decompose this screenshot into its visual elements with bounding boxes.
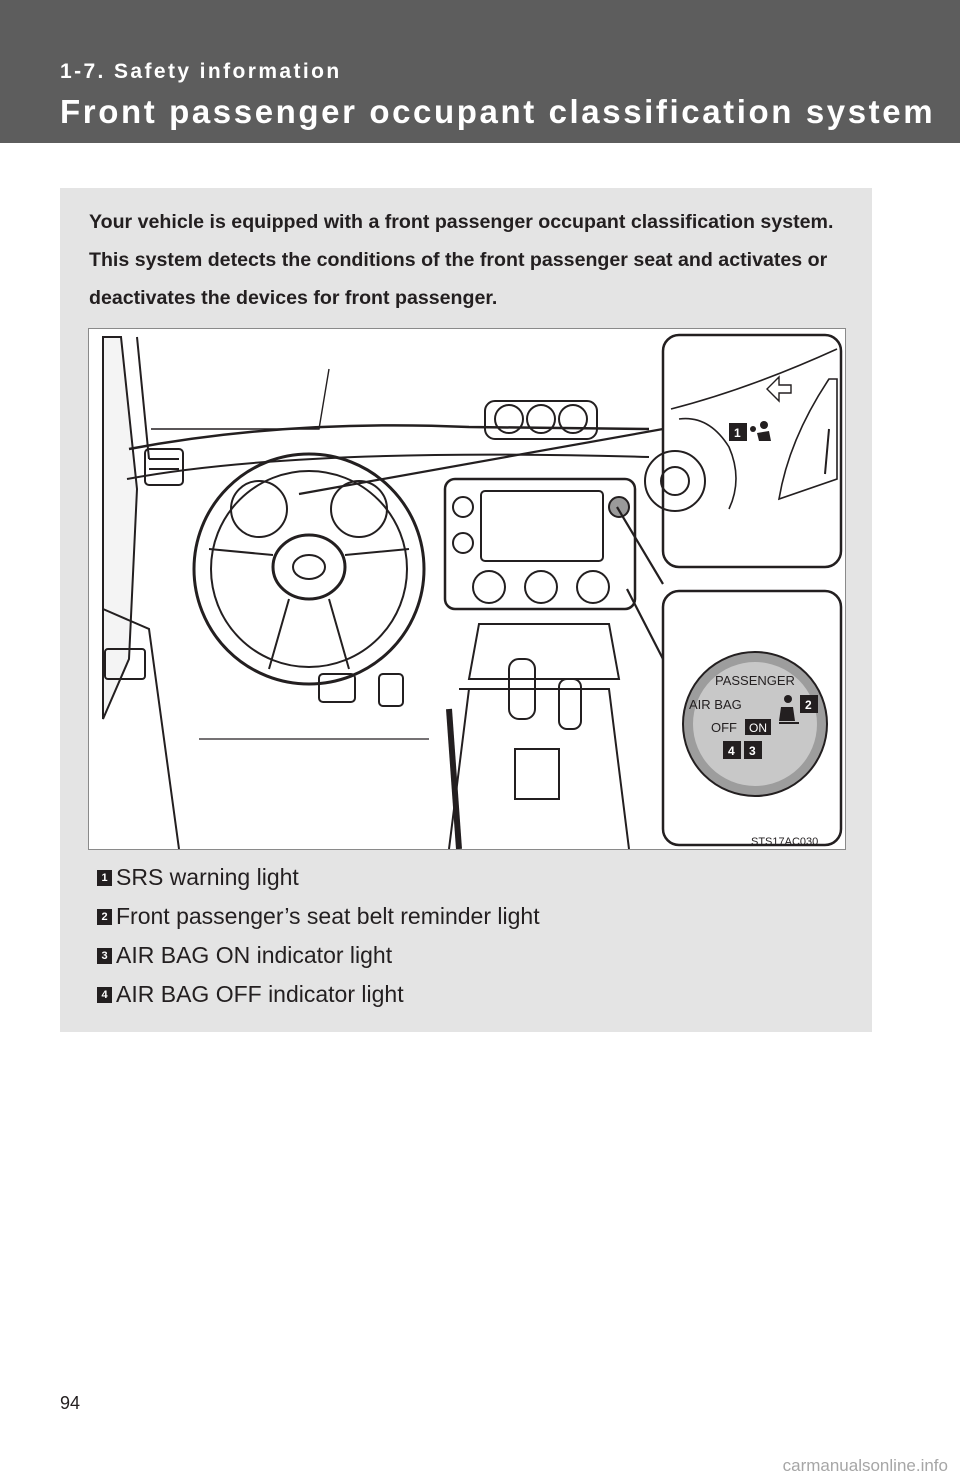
legend-number: 2 xyxy=(97,909,112,925)
indicator-line1: PASSENGER xyxy=(715,673,795,688)
callout-3: 3 xyxy=(749,744,756,758)
legend-item xyxy=(97,936,540,975)
callout-2: 2 xyxy=(805,698,812,712)
dashboard-drawing xyxy=(89,329,846,850)
figure-legend xyxy=(97,858,540,1014)
section-label: 1-7. Safety information xyxy=(60,60,342,83)
indicator-off-label: OFF xyxy=(711,720,737,735)
legend-item xyxy=(97,975,540,1014)
legend-label: SRS warning light xyxy=(116,864,299,890)
watermark: carmanualsonline.info xyxy=(782,1456,948,1475)
indicator-line2: AIR BAG xyxy=(689,697,742,712)
page-number: 94 xyxy=(60,1393,81,1413)
legend-item xyxy=(97,897,540,936)
figure-code: STS17AC030 xyxy=(751,836,819,848)
legend-number: 1 xyxy=(97,870,112,886)
legend-label: Front passenger’s seat belt reminder light xyxy=(116,903,540,929)
callout-1: 1 xyxy=(734,426,741,440)
legend-label: AIR BAG OFF indicator light xyxy=(116,981,404,1007)
intro-paragraph: Your vehicle is equipped with a front passenger occupant classification system. This system detects the conditions of the front passenger seat and activates or deactivates the devices for front passenger. xyxy=(89,211,834,309)
callout-4: 4 xyxy=(728,744,735,758)
dashboard-illustration xyxy=(88,328,846,850)
legend-item xyxy=(97,858,540,897)
page-title: Front passenger occupant classification system xyxy=(60,93,936,130)
page-header xyxy=(0,0,960,143)
legend-label: AIR BAG ON indicator light xyxy=(116,942,393,968)
legend-number: 3 xyxy=(97,948,112,964)
legend-number: 4 xyxy=(97,987,112,1003)
indicator-on-label: ON xyxy=(749,721,767,735)
